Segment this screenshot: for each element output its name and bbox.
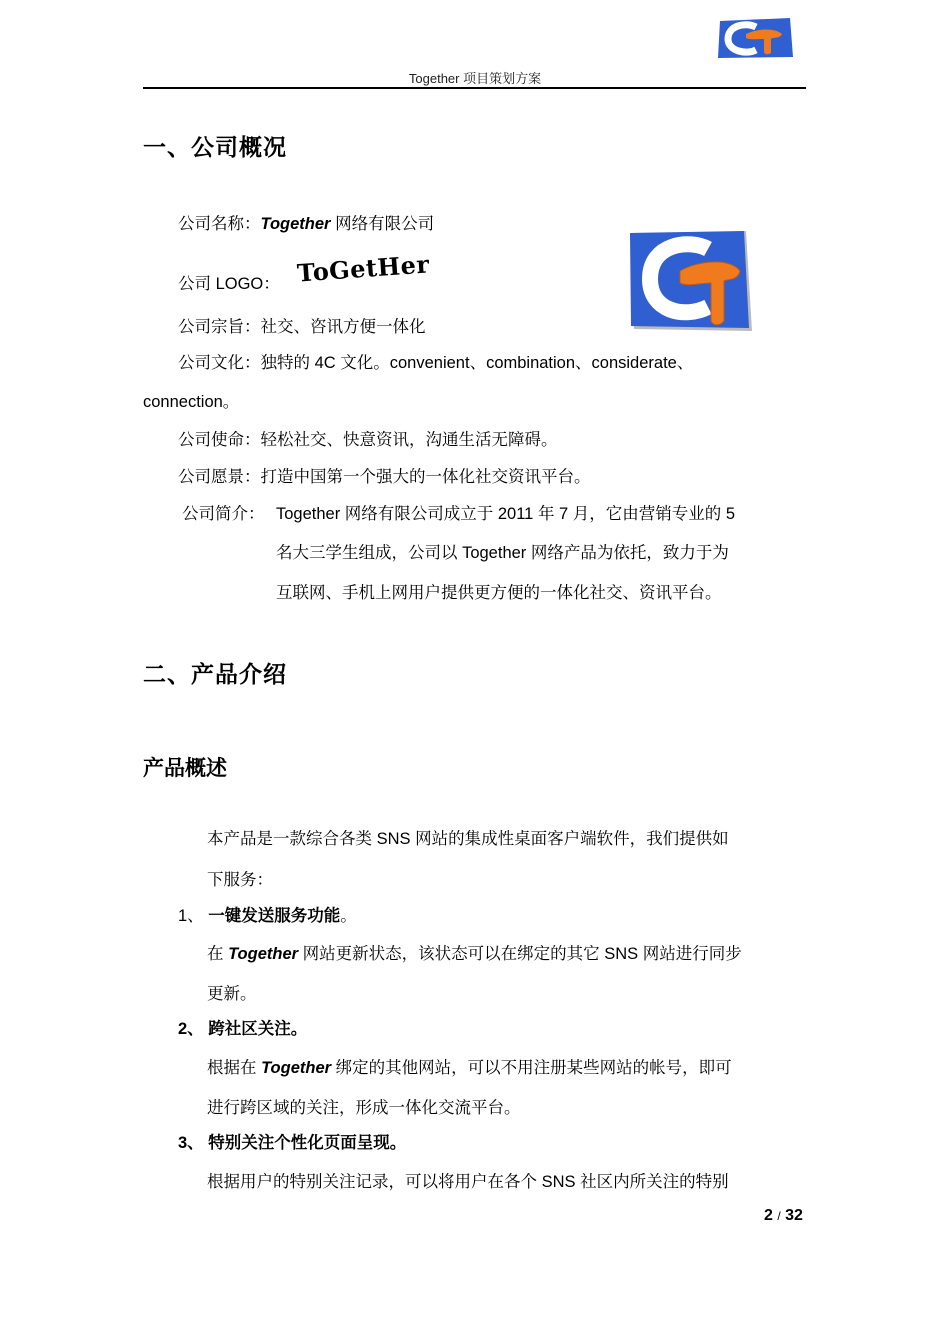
header-logo-icon: [716, 17, 794, 59]
desc-prefix: 根据在: [207, 1059, 262, 1077]
header-divider: [143, 87, 806, 89]
company-name-brand: Together: [260, 215, 331, 233]
desc-brand: Together: [261, 1059, 332, 1077]
company-logo-label: 公司 LOGO：: [178, 275, 280, 293]
company-mission: 公司使命：轻松社交、快意资讯，沟通生活无障碍。: [178, 431, 558, 449]
page-current: 2: [764, 1207, 773, 1224]
overview-line1: 本产品是一款综合各类 SNS 网站的集成性桌面客户端软件，我们提供如: [207, 830, 729, 848]
feature-item-2-number: 2、: [178, 1020, 204, 1038]
feature-item-1-desc-line1: [207, 944, 742, 964]
feature-item-3-title: [178, 1133, 406, 1153]
feature-item-3-heading: 特别关注个性化页面呈现。: [208, 1134, 407, 1152]
page-number: [764, 1207, 803, 1225]
page-separator: /: [777, 1209, 781, 1223]
company-purpose: 公司宗旨：社交、咨讯方便一体化: [178, 318, 426, 336]
feature-item-2-title: [178, 1019, 307, 1039]
overview-line2: 下服务：: [207, 871, 273, 889]
feature-item-3-desc-line1: 根据用户的特别关注记录，可以将用户在各个 SNS 社区内所关注的特别: [207, 1173, 729, 1191]
feature-item-2-desc-line1: [207, 1058, 732, 1078]
section-heading-product-intro: 二、产品介绍: [143, 661, 287, 687]
desc-brand: Together: [228, 945, 299, 963]
company-logo-icon: [628, 231, 754, 334]
feature-item-1-number: 1、: [178, 907, 204, 925]
company-intro-label: 公司简介：: [182, 505, 265, 523]
company-intro-line2: 名大三学生组成，公司以 Together 网络产品为依托，致力于为: [276, 544, 729, 562]
desc-prefix: 在: [207, 945, 229, 963]
company-culture-line2: connection。: [143, 393, 240, 411]
feature-item-2-heading: 跨社区关注。: [208, 1020, 308, 1038]
logo-wordmark: ToGetHer: [296, 249, 431, 288]
section-heading-company-overview: 一、公司概况: [143, 134, 287, 160]
company-intro-line1: Together 网络有限公司成立于 2011 年 7 月，它由营销专业的 5: [276, 505, 736, 523]
header-title: Together 项目策划方案: [408, 71, 542, 86]
page-total: 32: [785, 1207, 803, 1224]
feature-item-1-title: [178, 906, 357, 926]
company-name-rest: 网络有限公司: [335, 215, 435, 233]
subheading-product-overview: 产品概述: [143, 757, 227, 780]
company-name-line: [178, 214, 434, 234]
feature-item-2-desc-line2: 进行跨区域的关注，形成一体化交流平台。: [207, 1099, 521, 1117]
desc-rest: 绑定的其他网站，可以不用注册某些网站的帐号，即可: [331, 1059, 732, 1077]
feature-item-1-period: 。: [340, 907, 357, 925]
desc-rest: 网站更新状态，该状态可以在绑定的其它 SNS 网站进行同步: [298, 945, 742, 963]
feature-item-1-desc-line2: 更新。: [207, 985, 257, 1003]
company-culture-line1: 公司文化：独特的 4C 文化。convenient、combination、considerate、: [178, 354, 694, 372]
company-vision: 公司愿景：打造中国第一个强大的一体化社交资讯平台。: [178, 468, 591, 486]
feature-item-1-heading: 一键发送服务功能: [208, 907, 341, 925]
company-name-label: 公司名称：: [178, 215, 261, 233]
company-intro-line3: 互联网、手机上网用户提供更方便的一体化社交、资讯平台。: [276, 584, 722, 602]
feature-item-3-number: 3、: [178, 1134, 204, 1152]
